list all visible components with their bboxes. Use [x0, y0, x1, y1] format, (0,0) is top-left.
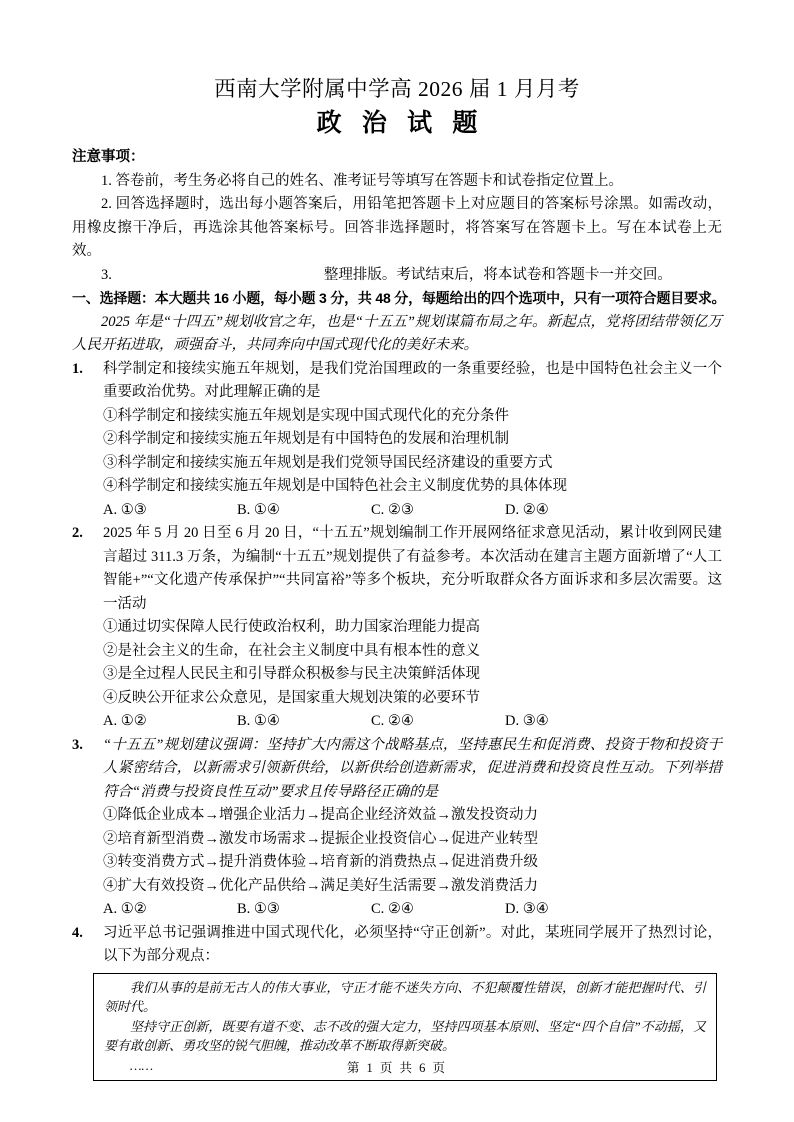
notice-item-2: 2. 回答选择题时，选出每小题答案后，用铅笔把答题卡上对应题目的答案标号涂黑。如需改动，用橡皮擦干净后，再选涂其他答案标号。回答非选择题时，将答案写在答题卡上。写在本试卷上无效。 [72, 196, 722, 259]
option-d: D. ②④ [505, 501, 549, 518]
statement-line: ③是全过程人民民主和引导群众积极参与民主决策鲜活体现 [103, 666, 480, 682]
statement-line: ②科学制定和接续实施五年规划是有中国特色的发展和治理机制 [103, 431, 509, 447]
options-row [103, 499, 722, 523]
statement-line: ③科学制定和接续实施五年规划是我们党领导国民经济建设的重要方式 [103, 454, 553, 471]
option-a: A. ①② [103, 901, 147, 917]
option-c: C. ②④ [371, 713, 414, 729]
option-d: D. ③④ [505, 901, 549, 917]
notice-item-3-text: 整理排版。考试结束后，将本试卷和答题卡一并交回。 [323, 266, 672, 283]
question-stem: 2025 年 5 月 20 日至 6 月 20 日，“十五五”规划编制工作开展网络征求意见活动，累计收到网民建言超过 311.3 万条，为编制“十五五”规划提供了有益参考。本次活动在建言主题方面新增了“人工智能+”“文化遗产传承保护”“共同富裕”等多个板块，充分听取群众各方面诉求和多层次需要。这一活动 [103, 525, 722, 612]
quote-paragraph: 坚持守正创新，既要有道不变、志不改的强大定力，坚持四项基本原则、坚定“四个自信”不动摇，又要有敢创新、勇攻坚的锐气胆魄，推动改革不断取得新突破。 [104, 1018, 706, 1053]
statement-line: ①通过切实保障人民行使政治权利，助力国家治理能力提高 [103, 619, 480, 635]
question-stem: 习近平总书记强调推进中国式现代化，必须坚持“守正创新”。对此，某班同学展开了热烈讨论，以下为部分观点： [103, 924, 722, 964]
statement-line: ②是社会主义的生命，在社会主义制度中具有根本性的意义 [103, 642, 480, 659]
question-stem: “十五五”规划建议强调：坚持扩大内需这个战略基点，坚持惠民生和促消费、投资于物和投资于人紧密结合，以新需求引领新供给，以新供给创造新需求，促进消费和投资良性互动。下列举措符合“消费与投资良性互动”要求且传导路径正确的是 [103, 736, 722, 800]
option-c: C. ②③ [371, 501, 414, 518]
options-row [103, 898, 722, 922]
question-number: 2. [72, 525, 83, 541]
statement-line: ④反映公开征求公众意见，是国家重大规划决策的必要环节 [103, 689, 480, 706]
question-2 [72, 522, 722, 734]
quote-paragraph: 我们从事的是前无古人的伟大事业，守正才能不迷失方向、不犯颠覆性错误，创新才能把握时代、引领时代。 [104, 979, 706, 1014]
notice-item-3 [72, 264, 722, 288]
statement-line: ①降低企业成本→增强企业活力→提高企业经济效益→激发投资动力 [103, 807, 538, 823]
option-b: B. ①③ [237, 901, 280, 917]
options-row [103, 710, 722, 734]
option-a: A. ①③ [103, 501, 147, 518]
notice-item-3-number: 3. [101, 266, 112, 283]
question-stem: 科学制定和接续实施五年规划，是我们党治国理政的一条重要经验，也是中国特色社会主义一个重要政治优势。对此理解正确的是 [103, 360, 722, 400]
statement-line: ③转变消费方式→提升消费体验→培育新的消费热点→促进消费升级 [103, 854, 538, 870]
statement-line: ④科学制定和接续实施五年规划是中国特色社会主义制度优势的具体体现 [103, 478, 567, 494]
statement-line: ④扩大有效投资→优化产品供给→满足美好生活需要→激发消费活力 [103, 877, 538, 894]
question-number: 3. [72, 736, 83, 753]
section-heading: 一、选择题：本大题共 16 小题，每小题 3 分，共 48 分，每题给出的四个选项中，只有一项符合题目要求。 [72, 290, 726, 306]
option-c: C. ②④ [371, 901, 414, 917]
question-number: 4. [72, 924, 83, 941]
statement-line: ①科学制定和接续实施五年规划是实现中国式现代化的充分条件 [103, 407, 509, 424]
question-3 [72, 734, 722, 922]
option-d: D. ③④ [505, 713, 549, 729]
notice-item-1: 1. 答卷前，考生务必将自己的姓名、准考证号等填写在答题卡和试卷指定位置上。 [101, 172, 623, 189]
question-1 [72, 358, 722, 523]
question-number: 1. [72, 360, 83, 377]
exam-subtitle: 政 治 试 题 [316, 110, 485, 137]
quote-ellipsis: …… [130, 1057, 154, 1073]
intro-paragraph: 2025 年是“十四五”规划收官之年，也是“十五五”规划谋篇布局之年。新起点，党将团结带领亿万人民开拓进取，顽强奋斗，共同奔向中国式现代化的美好未来。 [72, 313, 722, 353]
option-b: B. ①④ [237, 713, 280, 729]
page-footer: 第 1 页 共 6 页 [346, 1060, 448, 1075]
option-a: A. ①② [103, 713, 147, 729]
notice-heading: 注意事项： [72, 149, 145, 165]
exam-title: 西南大学附属中学高 2026 届 1 月月考 [214, 77, 580, 101]
statement-line: ②培育新型消费→激发市场需求→提振企业投资信心→促进产业转型 [103, 830, 538, 847]
option-b: B. ①④ [237, 501, 280, 518]
